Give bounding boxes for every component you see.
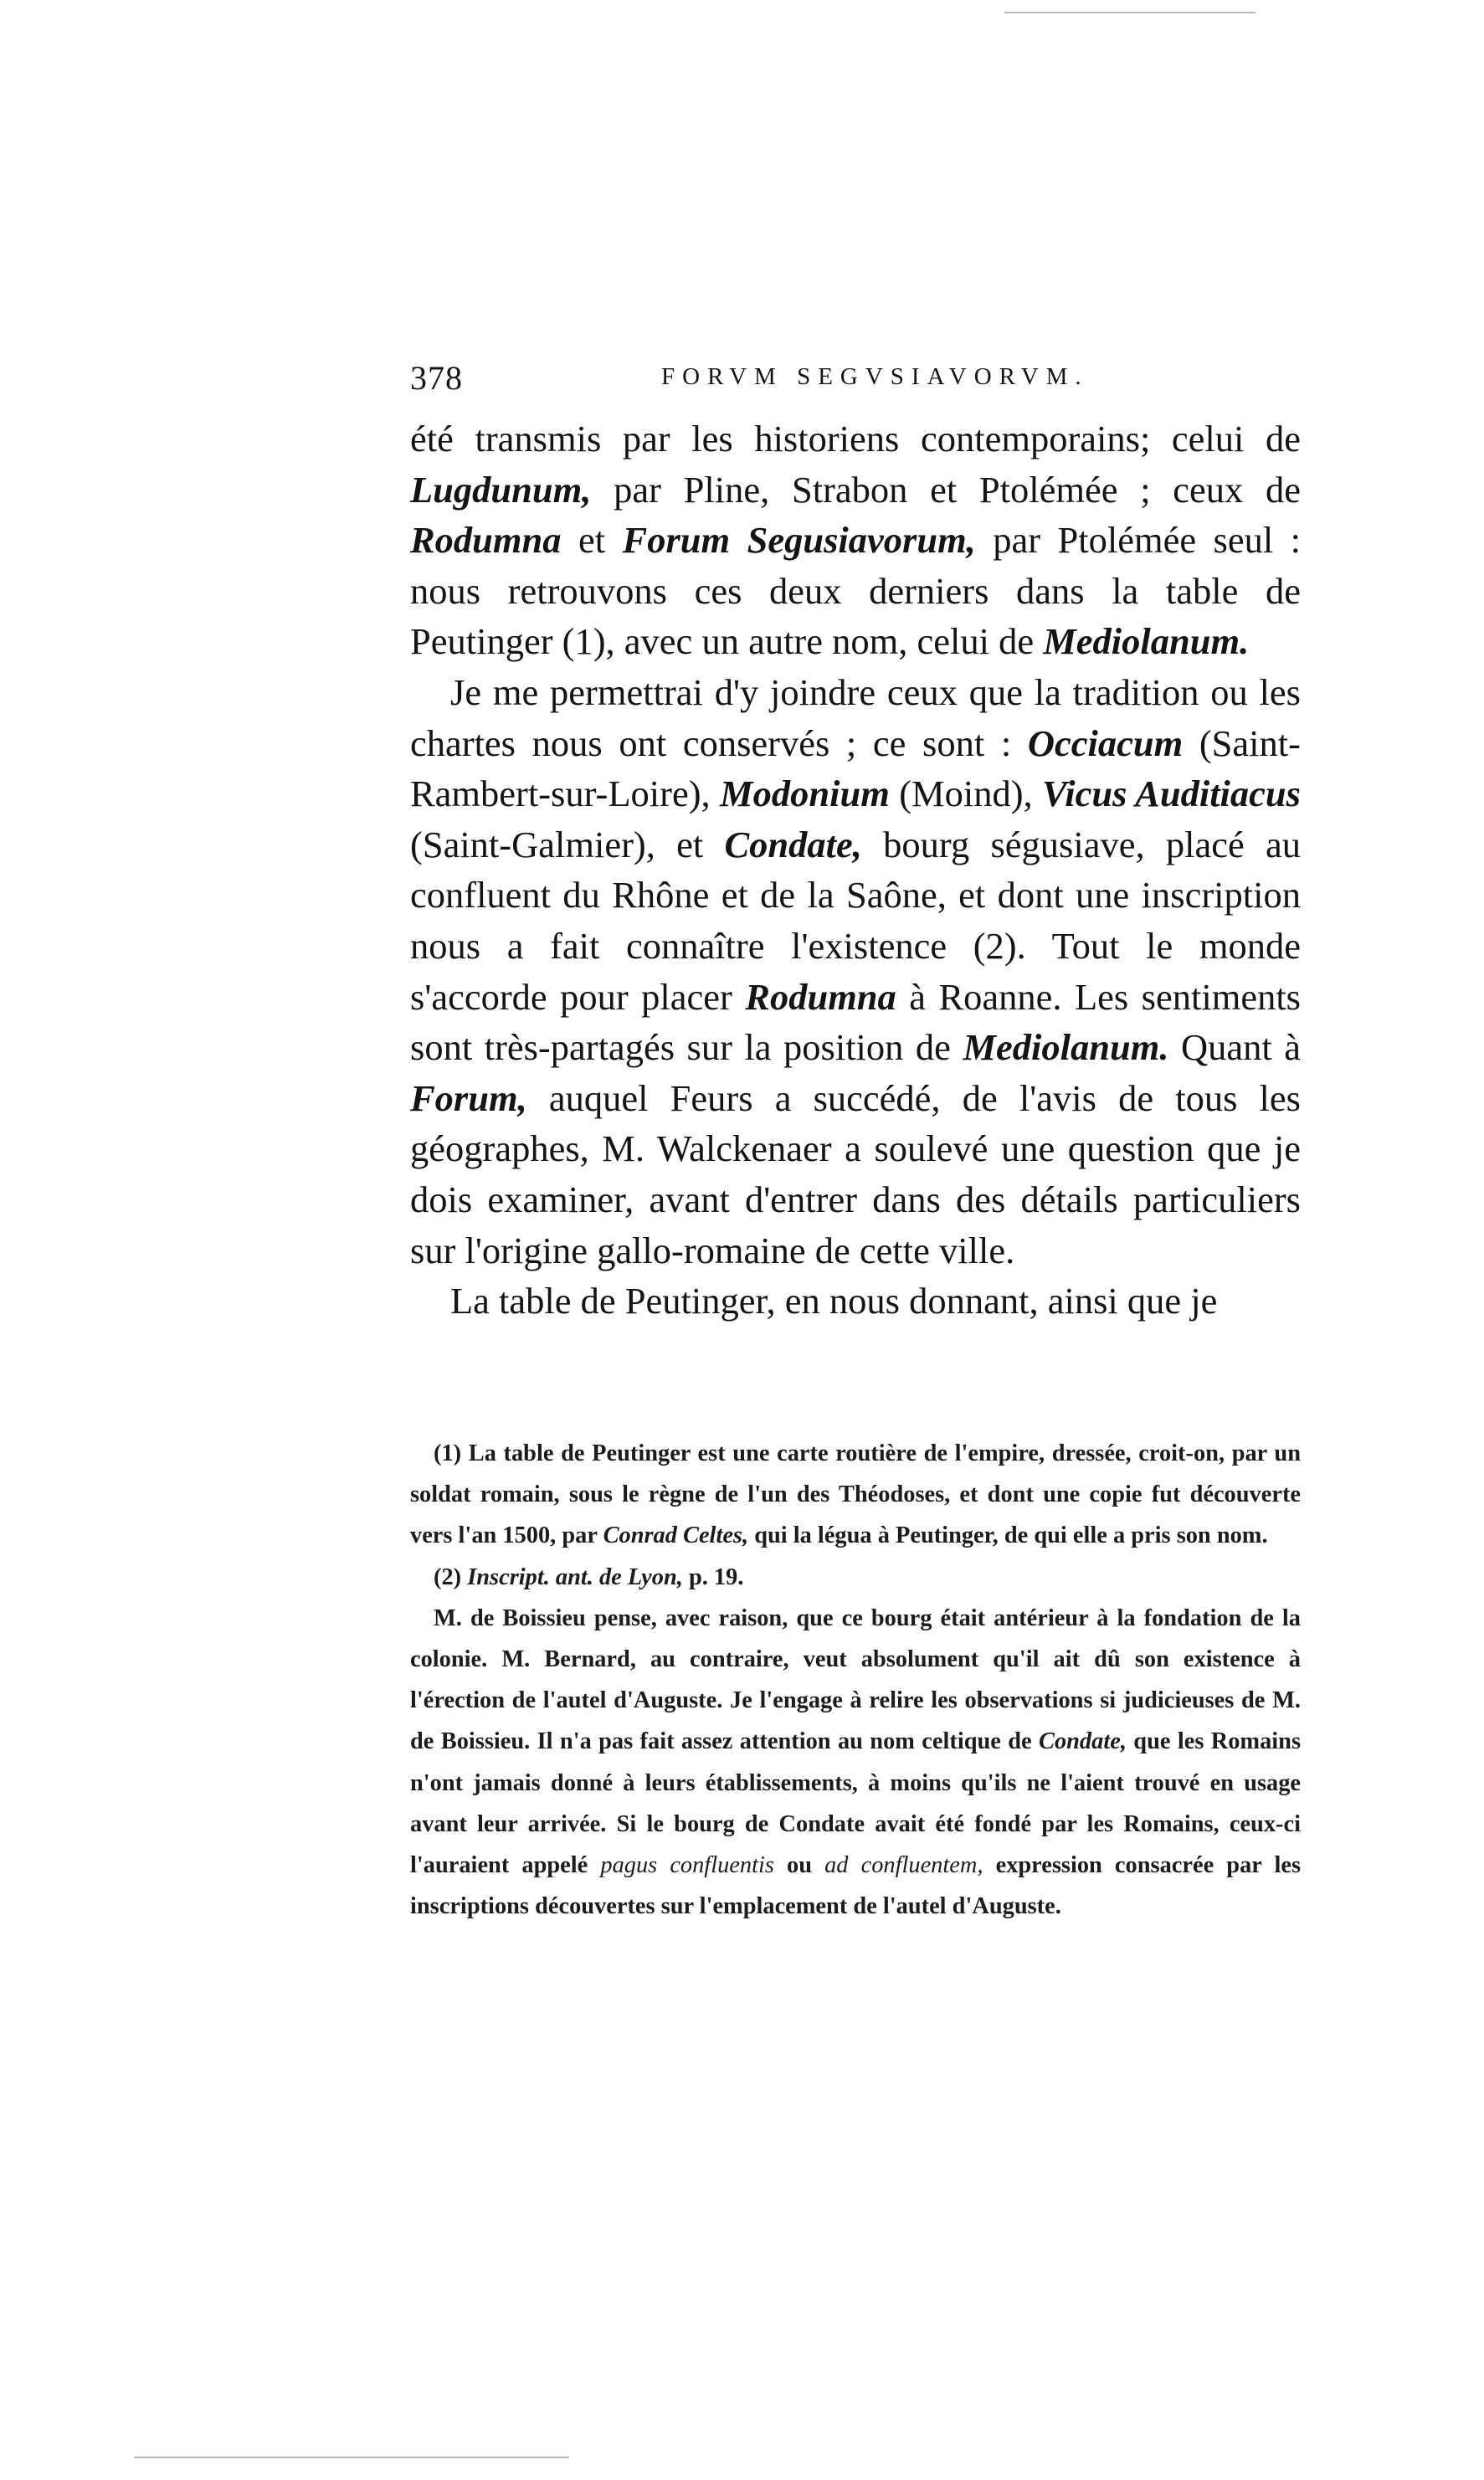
- text-run: Quant à: [1168, 1026, 1301, 1069]
- paragraph-3: La table de Peutinger, en nous donnant, ainsi que je: [450, 1280, 1218, 1322]
- text-run: été transmis par les historiens contemporains; celui de: [410, 418, 1301, 460]
- place-name-forum: Forum,: [410, 1076, 527, 1119]
- footnotes: [410, 1433, 1301, 1927]
- text-run: ou: [773, 1852, 825, 1879]
- main-text: [410, 413, 1301, 1327]
- place-name-occiacum: Occiacum: [1027, 721, 1184, 764]
- place-name-rodumna: Rodumna: [745, 975, 896, 1018]
- place-name-mediolanum: Mediolanum.: [1043, 620, 1250, 663]
- place-name-mediolanum: Mediolanum.: [963, 1026, 1169, 1069]
- paragraph-2: [410, 667, 1301, 1276]
- text-run: expression consacrée par les inscriptions découvertes sur l'emplacement de l'autel d'Auguste.: [410, 1852, 1301, 1920]
- text-run: (Moind),: [889, 773, 1043, 815]
- text-run: (1) La table de Peutinger est une carte routière de l'empire, dressée, croit-on, par un soldat romain, sous le règne de l'un des Théodoses, et dont une copie fut découverte vers l'an 1500, par: [410, 1440, 1301, 1549]
- place-name-vicus-auditiacus: Vicus Auditiacus: [1042, 773, 1301, 815]
- scan-artifact-top: [1004, 12, 1255, 13]
- footnote-2: [410, 1557, 1301, 1598]
- paragraph-1: [410, 413, 1301, 667]
- text-run: et: [561, 519, 623, 562]
- name-conrad-celtes: Conrad Celtes,: [603, 1522, 749, 1549]
- text-run: qui la légua à Peutinger, de qui elle a pris son nom.: [748, 1522, 1268, 1549]
- text-run: à Roanne. Les sentiments sont très-partagés sur la position de: [410, 975, 1302, 1069]
- text-run: M. de Boissieu pense, avec raison, que ce bourg était antérieur à la fondation de la colonie. M. Bernard, au contraire, veut absolument qu'il ait dû son existence à l'érection de l'autel d'Auguste. Je l'engage à relire les observations si judicieuses de M. de Boissieu. Il n'a pas fait assez attention au nom celtique de: [410, 1605, 1301, 1755]
- page-number: 378: [410, 359, 463, 397]
- text-run: (2): [434, 1563, 468, 1590]
- place-name-modonium: Modonium: [720, 773, 890, 815]
- text-run: par Ptolémée seul : nous retrouvons ces deux derniers dans la table de Peutinger (1), avec un autre nom, celui de: [410, 519, 1301, 663]
- text-run: Je me permettrai d'y joindre ceux que la tradition ou les chartes nous ont conservés ; ce sont :: [410, 670, 1301, 764]
- footnote-1: [410, 1433, 1301, 1557]
- term-ad-confluentem: ad confluentem,: [824, 1852, 983, 1879]
- place-name-condate: Condate,: [724, 823, 862, 865]
- text-run: (Saint-Galmier), et: [410, 823, 725, 865]
- text-run: p. 19.: [682, 1563, 744, 1590]
- place-name-forum-segusiavorum: Forum Segusiavorum,: [622, 519, 976, 562]
- text-run: par Pline, Strabon et Ptolémée ; ceux de: [591, 468, 1301, 511]
- citation-inscript: Inscript. ant. de Lyon,: [467, 1563, 683, 1590]
- term-condate: Condate,: [1039, 1728, 1127, 1755]
- text-run: que les Romains n'ont jamais donné à leurs établissements, à moins qu'ils ne l'aient trouvé en usage avant leur arrivée. Si le bourg de Condate avait été fondé par les Romains, ceux-ci l'auraient appelé: [410, 1728, 1301, 1879]
- term-pagus-confluentis: pagus confluentis: [600, 1852, 774, 1879]
- running-head: FORVM SEGVSIAVORVM.: [661, 363, 1089, 390]
- scan-artifact-bottom: [134, 2457, 569, 2458]
- text-run: (Saint-Rambert-sur-Loire),: [410, 721, 1301, 815]
- page-header: [410, 358, 1306, 400]
- text-run: auquel Feurs a succédé, de l'avis de tous les géographes, M. Walckenaer a soulevé une question que je dois examiner, avant d'entrer dans des détails particuliers sur l'origine gallo-romaine de cette ville.: [410, 1076, 1301, 1271]
- place-name-lugdunum: Lugdunum,: [410, 468, 592, 511]
- place-name-rodumna: Rodumna: [410, 519, 562, 562]
- footnote-2-continuation: [410, 1598, 1301, 1928]
- text-run: bourg ségusiave, placé au confluent du Rhône et de la Saône, et dont une inscription nous a fait connaître l'existence (2). Tout le monde s'accorde pour placer: [410, 823, 1301, 1018]
